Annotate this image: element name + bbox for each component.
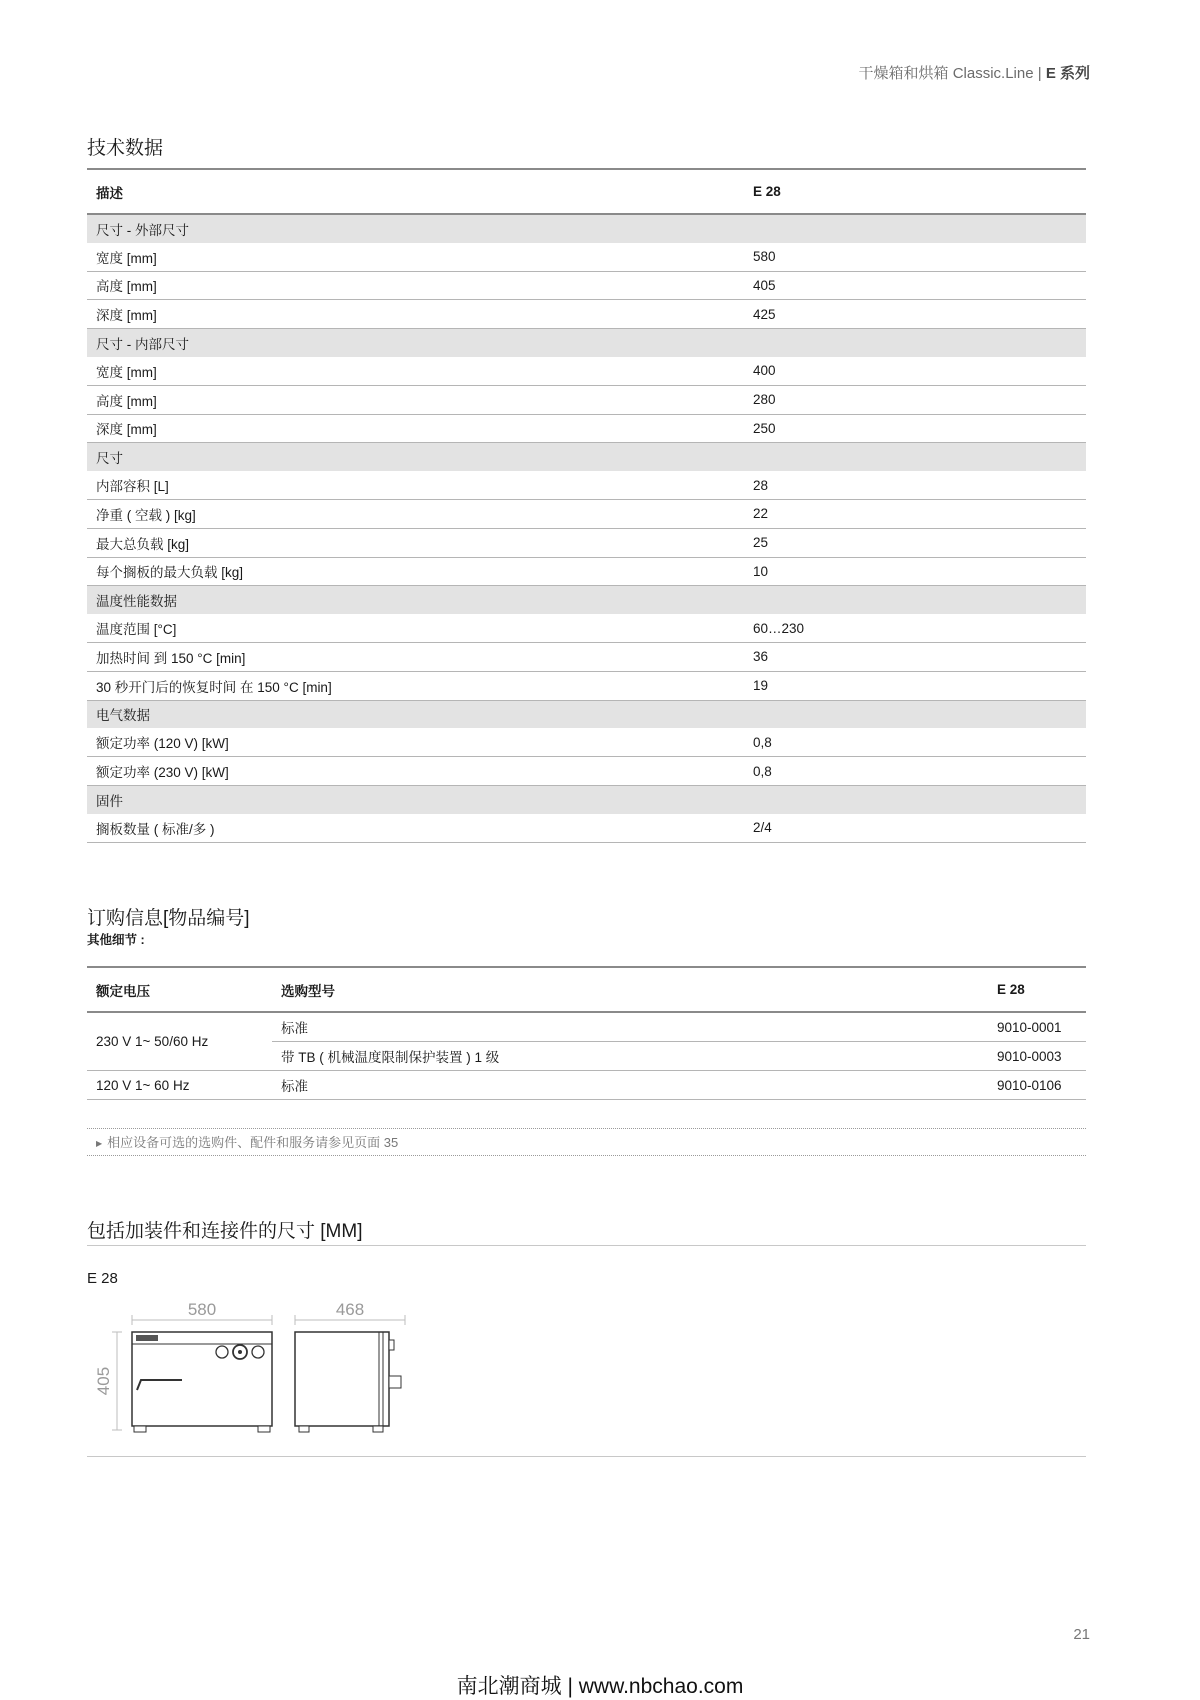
table-row	[87, 757, 1086, 786]
reference-note	[87, 1128, 1086, 1156]
article-number-cell: 9010-0106	[988, 1071, 1086, 1100]
running-header	[859, 62, 1090, 83]
spec-value-cell: 0,8	[744, 728, 1086, 756]
spec-label-cell: 高度 [mm]	[87, 385, 744, 414]
spec-label-cell: 深度 [mm]	[87, 414, 744, 443]
order-info-title: 订购信息[物品编号]	[87, 908, 250, 929]
group-empty-cell	[744, 443, 1086, 471]
tech-data-table-wrap	[87, 168, 1086, 843]
group-label-cell: 尺寸 - 外部尺寸	[87, 214, 744, 243]
order-col-option: 选购型号	[272, 967, 988, 1012]
spec-value-cell: 22	[744, 499, 1086, 528]
table-row	[87, 671, 1086, 700]
group-empty-cell	[744, 214, 1086, 243]
header-prefix: 干燥箱和烘箱 Classic.Line |	[858, 65, 1042, 82]
dimensions-title: 包括加装件和连接件的尺寸 [MM]	[87, 1221, 363, 1242]
table-row	[87, 357, 1086, 385]
table-row	[87, 1012, 1086, 1042]
depth-dimension-label: 468	[335, 1300, 365, 1319]
group-empty-cell	[744, 700, 1086, 728]
spec-value-cell: 28	[744, 471, 1086, 499]
height-dimension-label: 405	[94, 1366, 113, 1396]
option-cell: 标准	[272, 1071, 988, 1100]
group-empty-cell	[744, 329, 1086, 357]
spec-value-cell: 400	[744, 357, 1086, 385]
table-row	[87, 814, 1086, 842]
spec-label-cell: 最大总负载 [kg]	[87, 528, 744, 557]
spec-value-cell: 250	[744, 414, 1086, 443]
table-row	[87, 528, 1086, 557]
spec-label-cell: 温度范围 [°C]	[87, 614, 744, 642]
spec-label-cell: 每个搁板的最大负载 [kg]	[87, 557, 744, 586]
spec-label-cell: 额定功率 (230 V) [kW]	[87, 757, 744, 786]
table-row	[87, 642, 1086, 671]
spec-value-cell: 280	[744, 385, 1086, 414]
order-col-model: E 28	[988, 967, 1086, 1012]
dimension-drawing	[87, 1300, 427, 1450]
reference-note-text: 相应设备可选的选购件、配件和服务请参见页面 35	[107, 1135, 399, 1150]
header-series: E 系列	[1045, 65, 1090, 82]
spec-value-cell: 25	[744, 528, 1086, 557]
table-row	[87, 471, 1086, 499]
option-cell: 标准	[272, 1012, 988, 1042]
spec-label-cell: 宽度 [mm]	[87, 243, 744, 271]
spec-value-cell: 405	[744, 271, 1086, 300]
spec-value-cell: 2/4	[744, 814, 1086, 842]
spec-label-cell: 净重 ( 空载 ) [kg]	[87, 499, 744, 528]
table-row	[87, 614, 1086, 642]
oven-front-view	[132, 1332, 272, 1432]
spec-value-cell: 60…230	[744, 614, 1086, 642]
spec-label-cell: 30 秒开门后的恢复时间 在 150 °C [min]	[87, 671, 744, 700]
voltage-cell: 230 V 1~ 50/60 Hz	[87, 1012, 272, 1071]
table-group-row	[87, 214, 1086, 243]
order-table	[87, 966, 1086, 1100]
group-label-cell: 固件	[87, 785, 744, 813]
table-row	[87, 499, 1086, 528]
group-label-cell: 温度性能数据	[87, 586, 744, 614]
tech-data-body	[87, 214, 1086, 842]
table-row	[87, 300, 1086, 329]
order-table-wrap	[87, 966, 1086, 1100]
table-row	[87, 414, 1086, 443]
spec-label-cell: 搁板数量 ( 标准/多 )	[87, 814, 744, 842]
drawing-model-label: E 28	[87, 1270, 118, 1287]
group-label-cell: 电气数据	[87, 700, 744, 728]
spec-value-cell: 0,8	[744, 757, 1086, 786]
group-empty-cell	[744, 785, 1086, 813]
option-cell: 带 TB ( 机械温度限制保护装置 ) 1 级	[272, 1042, 988, 1071]
spec-label-cell: 宽度 [mm]	[87, 357, 744, 385]
spec-label-cell: 内部容积 [L]	[87, 471, 744, 499]
spec-label-cell: 高度 [mm]	[87, 271, 744, 300]
width-dimension-label: 580	[187, 1300, 217, 1319]
article-number-cell: 9010-0001	[988, 1012, 1086, 1042]
order-subtitle: 其他细节 :	[87, 933, 145, 947]
group-label-cell: 尺寸 - 内部尺寸	[87, 329, 744, 357]
order-col-voltage: 额定电压	[87, 967, 272, 1012]
table-row	[87, 271, 1086, 300]
spec-value-cell: 10	[744, 557, 1086, 586]
table-row	[87, 1071, 1086, 1100]
oven-side-view	[295, 1332, 401, 1432]
table-group-row	[87, 700, 1086, 728]
voltage-cell: 120 V 1~ 60 Hz	[87, 1071, 272, 1100]
table-group-row	[87, 586, 1086, 614]
group-empty-cell	[744, 586, 1086, 614]
tech-data-table	[87, 168, 1086, 843]
spec-value-cell: 580	[744, 243, 1086, 271]
divider	[87, 1245, 1086, 1246]
table-group-row	[87, 785, 1086, 813]
spec-value-cell: 36	[744, 642, 1086, 671]
table-row	[87, 557, 1086, 586]
table-row	[87, 243, 1086, 271]
table-group-row	[87, 443, 1086, 471]
tech-col-description: 描述	[87, 169, 744, 214]
tech-data-title: 技术数据	[87, 138, 164, 159]
table-row	[87, 728, 1086, 756]
spec-value-cell: 425	[744, 300, 1086, 329]
site-footer: 南北潮商城 | www.nbchao.com	[456, 1675, 744, 1698]
spec-label-cell: 深度 [mm]	[87, 300, 744, 329]
article-number-cell: 9010-0003	[988, 1042, 1086, 1071]
divider	[87, 1456, 1086, 1457]
table-group-row	[87, 329, 1086, 357]
group-label-cell: 尺寸	[87, 443, 744, 471]
table-row	[87, 385, 1086, 414]
page-number: 21	[1073, 1626, 1090, 1643]
tech-col-model: E 28	[744, 169, 1086, 214]
spec-label-cell: 加热时间 到 150 °C [min]	[87, 642, 744, 671]
spec-value-cell: 19	[744, 671, 1086, 700]
triangle-right-icon: ▶	[96, 1139, 103, 1148]
spec-label-cell: 额定功率 (120 V) [kW]	[87, 728, 744, 756]
